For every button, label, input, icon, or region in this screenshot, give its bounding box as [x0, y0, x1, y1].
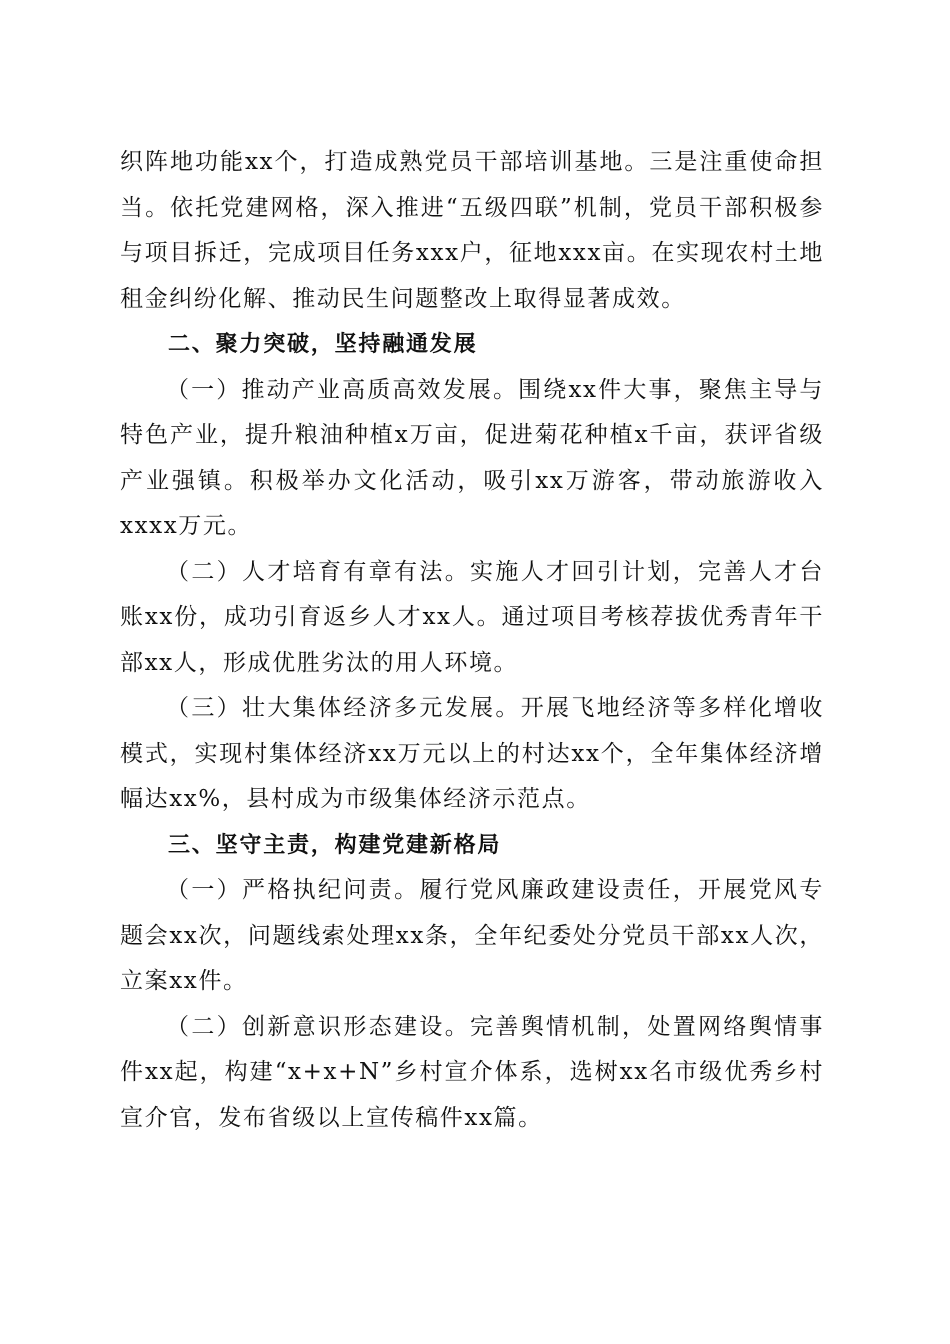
section2-item-3 — [120, 686, 824, 823]
intro-paragraph: 织阵地功能xx个，打造成熟党员干部培训基地。三是注重使命担当。依托党建网格，深入推进“五级四联”机制，党员干部积极参与项目拆迁，完成项目任务xxx户，征地xxx亩。在实现农村土地租金纠纷化解、推动民生问题整改上取得显著成效。 — [120, 149, 824, 312]
item-title: （三）壮大集体经济多元发展。 — [166, 695, 521, 721]
section3-item-1 — [120, 868, 824, 1005]
section-heading-3: 三、坚守主责，构建党建新格局 — [168, 832, 502, 858]
item-title: （二）人才培育有章有法。 — [166, 558, 471, 585]
item-body: 围绕xx件大事，聚焦主导与特色产业，提升粮油种植x万亩，促进菊花种植x千亩，获评省级产业强镇。积极举办文化活动，吸引xx万游客，带动旅游收入xxxx万元。 — [120, 376, 824, 539]
section3-item-2 — [120, 1005, 824, 1142]
section-heading-2: 二、聚力突破，坚持融通发展 — [168, 332, 478, 357]
item-body: 开展飞地经济等多样化增收模式，实现村集体经济xx万元以上的村达xx个，全年集体经济增幅达xx%，县村成为市级集体经济示范点。 — [120, 695, 824, 812]
item-body: 履行党风廉政建设责任，开展党风专题会xx次，问题线索处理xx条，全年纪委处分党员干部xx人次，立案xx件。 — [120, 877, 824, 994]
item-body: 完善舆情机制，处置网络舆情事件xx起，构建“x+x+N”乡村宣介体系，选树xx名市级优秀乡村宣介官，发布省级以上宣传稿件xx篇。 — [120, 1013, 824, 1131]
section2-item-1 — [120, 368, 824, 550]
item-body: 实施人才回引计划，完善人才台账xx份，成功引育返乡人才xx人。通过项目考核荐拔优秀青年干部xx人，形成优胜劣汰的用人环境。 — [120, 558, 824, 676]
section2-item-2 — [120, 550, 824, 687]
item-title: （二）创新意识形态建设。 — [166, 1013, 471, 1040]
item-title: （一）严格执纪问责。 — [166, 877, 420, 903]
item-title: （一）推动产业高质高效发展。 — [166, 376, 519, 403]
